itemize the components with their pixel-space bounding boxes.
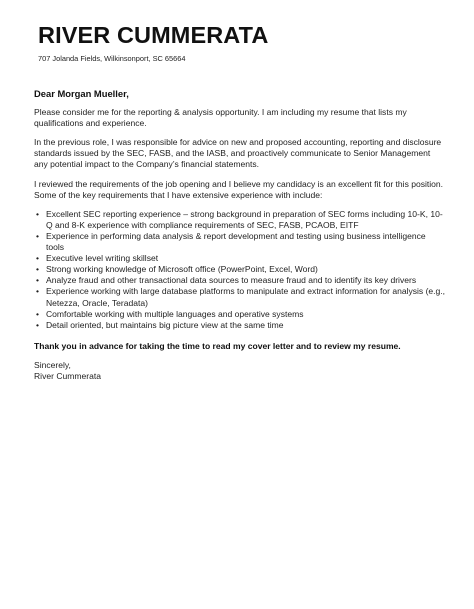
closing-statement: Thank you in advance for taking the time to read my cover letter and to review my resume.: [34, 340, 401, 351]
list-item-text: Executive level writing skillset: [46, 253, 159, 264]
list-item-text: Comfortable working with multiple languages and operative systems: [46, 308, 304, 319]
list-item-text: Strong working knowledge of Microsoft office (PowerPoint, Excel, Word): [46, 264, 318, 275]
bullet-icon: •: [36, 319, 39, 330]
bullet-icon: •: [36, 253, 39, 264]
list-item-text: Experience in performing data analysis & report development and testing using business intelligence tools: [46, 230, 426, 253]
list-item: [34, 320, 446, 331]
bullet-icon: •: [36, 286, 39, 297]
list-item: [34, 275, 446, 286]
paragraph-intro: Please consider me for the reporting & analysis opportunity. I am including my resume that lists my qualifications and experience.: [34, 107, 407, 129]
bullet-icon: •: [36, 230, 39, 241]
bullet-icon: •: [36, 308, 39, 319]
bullet-icon: •: [36, 275, 39, 286]
list-item: [34, 209, 446, 231]
experience-list: [34, 209, 446, 331]
list-item-text: Detail oriented, but maintains big picture view at the same time: [46, 319, 284, 330]
list-item: [34, 253, 446, 264]
bullet-icon: •: [36, 208, 39, 219]
applicant-address: 707 Jolanda Fields, Wilkinsonport, SC 65664: [38, 54, 186, 63]
list-item-text: Analyze fraud and other transactional data sources to measure fraud and to identify its key drivers: [46, 275, 417, 286]
list-item: [34, 309, 446, 320]
signoff: Sincerely,: [34, 359, 71, 370]
paragraph-requirements: I reviewed the requirements of the job opening and I believe my candidacy is an excellent fit for this position. Some of the key requirements that I have extensive experience with include:: [34, 178, 444, 200]
greeting: Dear Morgan Mueller,: [34, 88, 129, 99]
list-item: [34, 231, 446, 253]
list-item: [34, 286, 446, 308]
list-item: [34, 264, 446, 275]
letter-body: [34, 88, 446, 382]
paragraph-previous-role: In the previous role, I was responsible for advice on new and proposed accounting, reporting and disclosure standards issued by the SEC, FASB, and the IASB, and proactively communicate to Senior Management any potential impact to the Company’s financial statements.: [34, 137, 442, 170]
list-item-text: Experience working with large database platforms to manipulate and extract information for analysis (e.g., Netezza, Oracle, Teradata): [46, 286, 446, 308]
signature-name: River Cummerata: [34, 370, 101, 381]
applicant-name: RIVER CUMMERATA: [38, 22, 269, 48]
list-item-text: Excellent SEC reporting experience – strong background in preparation of SEC forms including 10-K, 10-Q and 8-K experience with compliance requirements of SEC, FASB, PCAOB, EITF: [46, 208, 443, 230]
bullet-icon: •: [36, 264, 39, 275]
